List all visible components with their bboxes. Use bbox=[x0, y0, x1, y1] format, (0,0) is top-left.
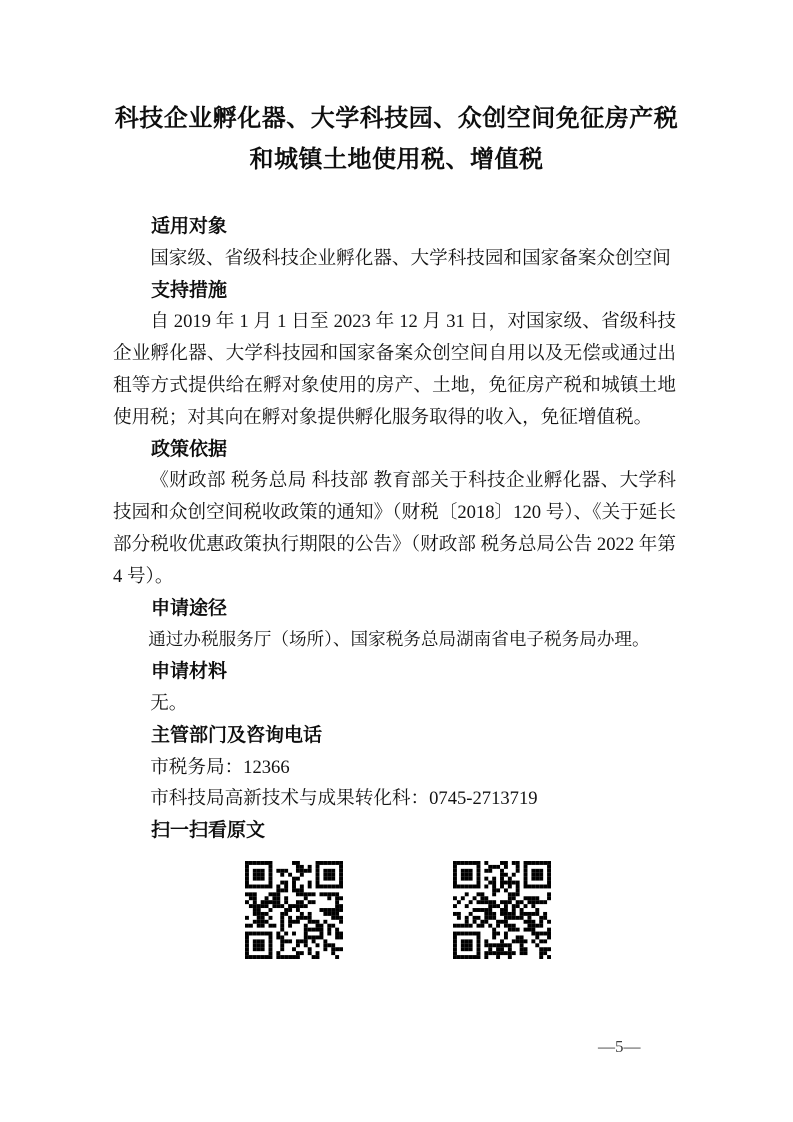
paragraph-application-channel: 通过办税服务厅（场所）、国家税务总局湖南省电子税务局办理。 bbox=[148, 629, 650, 650]
page-number: —5— bbox=[598, 1037, 641, 1056]
document-title bbox=[0, 99, 793, 181]
document-body bbox=[113, 211, 676, 847]
paragraph-support-measures: 自 2019 年 1 月 1 日至 2023 年 12 月 31 日，对国家级、省级科技企业孵化器、大学科技园和国家备案众创空间自用以及无偿或通过出租等方式提供给在孵对象使用的房产、土地，免征房产税和城镇土地使用税；对其向在孵对象提供孵化服务取得的收入，免征增值税。 bbox=[113, 311, 676, 428]
qr-code-right-icon bbox=[453, 861, 551, 959]
paragraph-applicable-targets: 国家级、省级科技企业孵化器、大学科技园和国家备案众创空间 bbox=[150, 247, 671, 269]
title-line-2: 和城镇土地使用税、增值税 bbox=[249, 147, 544, 173]
title-line-1: 科技企业孵化器、大学科技园、众创空间免征房产税 bbox=[114, 106, 679, 132]
heading-application-channel: 申请途径 bbox=[151, 597, 228, 619]
qr-code-row bbox=[245, 861, 551, 959]
contact-line-science-bureau: 市科技局高新技术与成果转化科：0745-2713719 bbox=[150, 788, 538, 810]
heading-support-measures: 支持措施 bbox=[151, 279, 228, 301]
paragraph-application-materials: 无。 bbox=[150, 692, 188, 714]
contact-line-tax-bureau: 市税务局：12366 bbox=[150, 756, 290, 778]
heading-policy-basis: 政策依据 bbox=[151, 438, 228, 460]
heading-contact-info: 主管部门及咨询电话 bbox=[151, 724, 323, 746]
heading-scan-original: 扫一扫看原文 bbox=[151, 820, 266, 842]
paragraph-policy-basis: 《财政部 税务总局 科技部 教育部关于科技企业孵化器、大学科技园和众创空间税收政策的通知》（财税〔2018〕120 号）、《关于延长部分税收优惠政策执行期限的公告》（财政部 税务总局公告 2022 年第 4 号）。 bbox=[113, 470, 676, 587]
qr-code-left-icon bbox=[245, 861, 343, 959]
heading-application-materials: 申请材料 bbox=[151, 661, 228, 683]
heading-applicable-targets: 适用对象 bbox=[151, 216, 228, 237]
